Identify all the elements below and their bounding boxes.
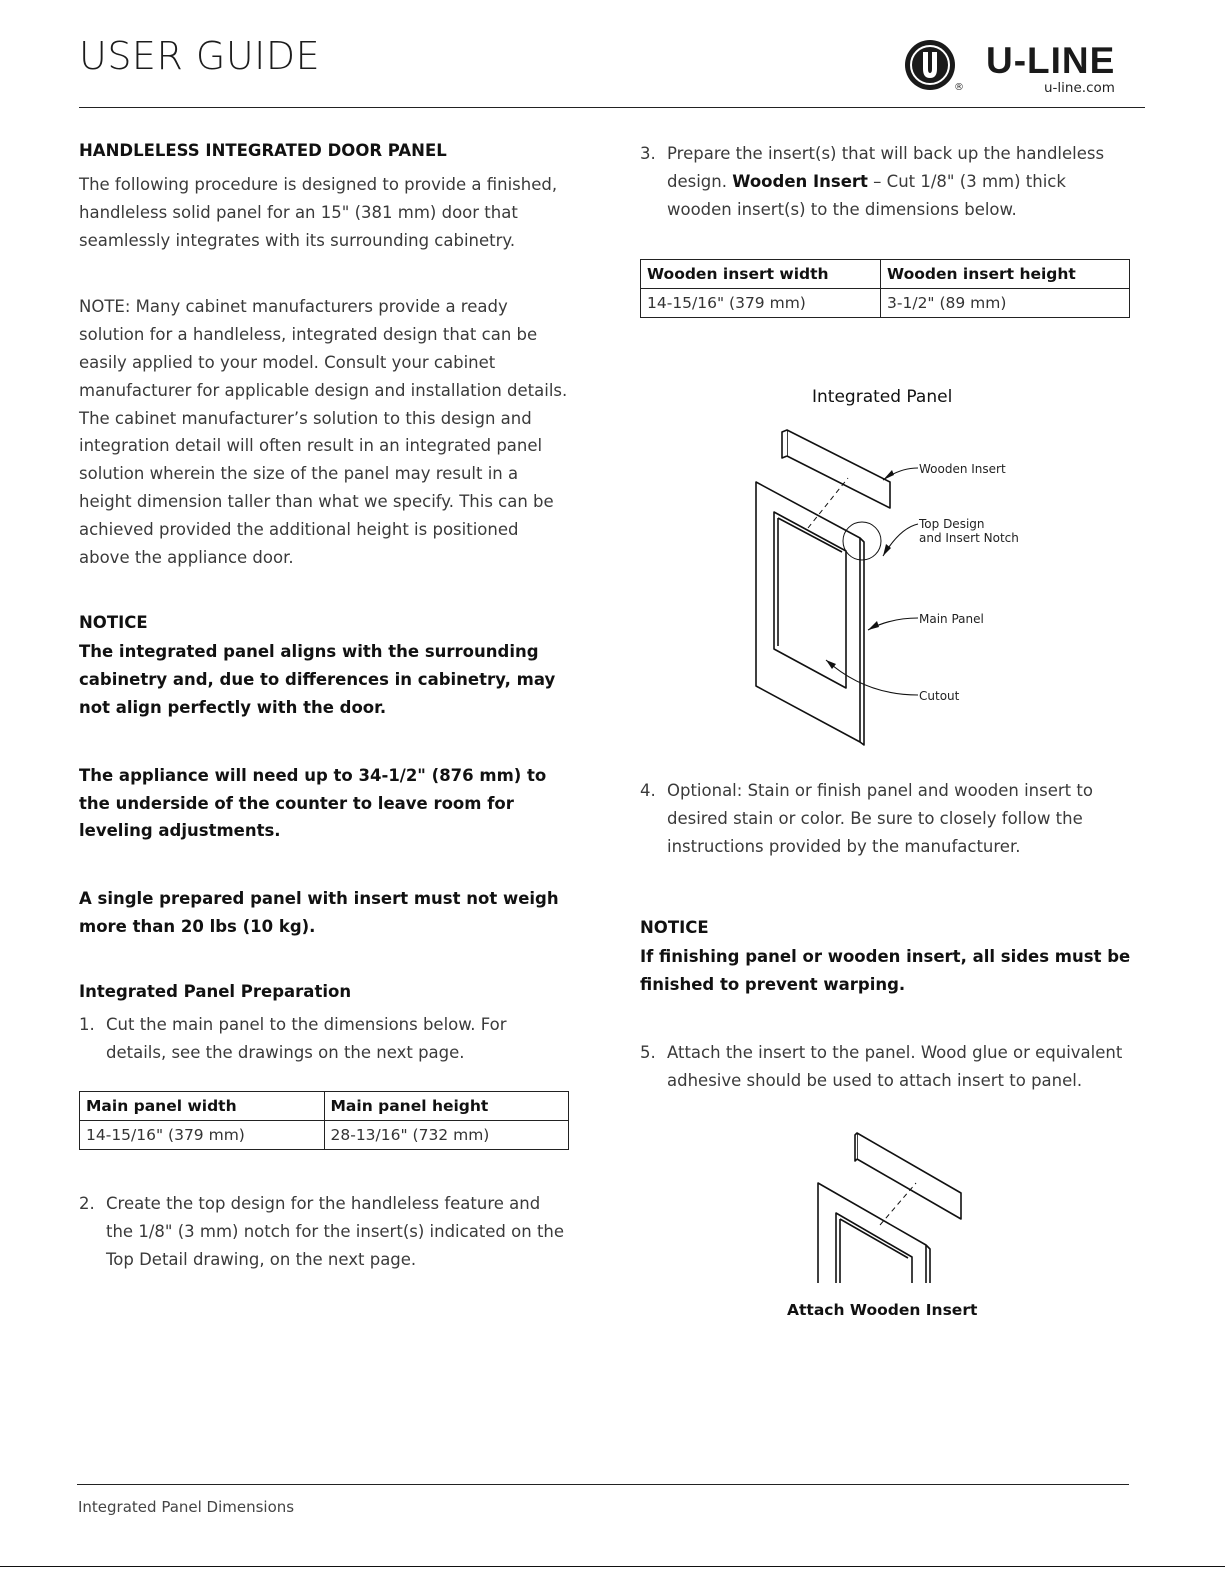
table-header-cell: Main panel width: [80, 1092, 325, 1121]
step-5: [640, 1039, 1132, 1095]
table-cell: 28-13/16" (732 mm): [324, 1121, 569, 1150]
page-edge-line: [0, 1566, 1225, 1567]
header-divider: [79, 107, 1145, 108]
step-3-number: 3.: [640, 144, 656, 163]
label-insert-notch: and Insert Notch: [919, 531, 1019, 545]
notice-heading: NOTICE: [79, 613, 148, 633]
table-header-cell: Wooden insert width: [641, 260, 881, 289]
step-1-number: 1.: [79, 1014, 95, 1034]
table-cell: 14-15/16" (379 mm): [641, 289, 881, 318]
table-row: [80, 1121, 569, 1150]
table-cell: 3-1/2" (89 mm): [881, 289, 1130, 318]
step-4-text: Optional: Stain or finish panel and wooden insert to desired stain or color. Be sure to closely follow the instructions provided by the manufacturer.: [667, 781, 1093, 856]
left-column: [79, 140, 569, 1274]
table-cell: 14-15/16" (379 mm): [80, 1121, 325, 1150]
registered-mark: ®: [954, 82, 964, 93]
integrated-panel-diagram: [740, 420, 1070, 760]
note-paragraph: NOTE: Many cabinet manufacturers provide a ready solution for a handleless, integrated design that can be easily applied to your model. Consult your cabinet manufacturer for applicable design and installation details. The cabinet manufacturer’s solution to this design and integration detail will often result in an integrated panel solution wherein the size of the panel may result in a height dimension taller than what we specify. This can be achieved provided the additional height is positioned above the appliance door.: [79, 297, 568, 567]
prep-heading: Integrated Panel Preparation: [79, 981, 352, 1001]
label-wooden-insert: Wooden Insert: [919, 462, 1006, 476]
step-4: [640, 777, 1132, 860]
table-row: [641, 289, 1130, 318]
brand-logo: [904, 38, 1144, 98]
section-title: HANDLELESS INTEGRATED DOOR PANEL: [79, 141, 447, 160]
step-3-text-continued: – Cut 1/8" (3 mm) thick wooden insert(s) to the dimensions below.: [667, 171, 1066, 219]
page-title: USER GUIDE: [79, 34, 321, 78]
notice-text-finishing: If finishing panel or wooden insert, all sides must be finished to prevent warping.: [640, 947, 1131, 995]
footer-text: Integrated Panel Dimensions: [78, 1498, 295, 1516]
right-column: [640, 140, 1132, 318]
step-3-text: Prepare the insert(s) that will back up the handleless design.: [667, 144, 1105, 191]
notice-text-alignment: The integrated panel aligns with the surrounding cabinetry and, due to differences in cabinetry, may not align perfectly with the door.: [79, 642, 556, 717]
step-5-text: Attach the insert to the panel. Wood glue or equivalent adhesive should be used to attach insert to panel.: [667, 1042, 1123, 1090]
step-1: [79, 1011, 569, 1067]
notice-text-weight: A single prepared panel with insert must not weigh more than 20 lbs (10 kg).: [79, 889, 559, 936]
notice-text-clearance: The appliance will need up to 34-1/2" (876 mm) to the underside of the counter to leave room for leveling adjustments.: [79, 765, 547, 841]
logo-url: u-line.com: [1044, 80, 1115, 96]
figure-caption: Attach Wooden Insert: [787, 1301, 978, 1319]
attach-insert-diagram: [810, 1125, 980, 1285]
step-2-number: 2.: [79, 1194, 95, 1214]
main-panel-table: [79, 1091, 569, 1150]
wooden-insert-table: [640, 259, 1130, 318]
logo-wordmark: U-LINE: [986, 40, 1116, 81]
notice-heading: NOTICE: [640, 918, 709, 938]
label-top-design: Top Design: [919, 517, 985, 531]
step-3-bold-term: Wooden Insert: [732, 171, 868, 191]
step-2-text: Create the top design for the handleless feature and the 1/8" (3 mm) notch for the insert(s) indicated on the Top Detail drawing, on the next page.: [106, 1194, 565, 1269]
table-header-cell: Wooden insert height: [881, 260, 1130, 289]
table-header-cell: Main panel height: [324, 1092, 569, 1121]
intro-paragraph: The following procedure is designed to provide a finished, handleless solid panel for an 15" (381 mm) door that seamlessly integrates with its surrounding cabinetry.: [79, 175, 558, 250]
step-3: [640, 140, 1132, 223]
step-5-number: 5.: [640, 1042, 656, 1062]
u-line-logo-icon: [904, 38, 960, 94]
step-4-number: 4.: [640, 781, 656, 800]
table-header-row: [80, 1092, 569, 1121]
step-2: [79, 1190, 569, 1273]
right-lower-column: [640, 777, 1132, 1095]
label-cutout: Cutout: [919, 689, 960, 703]
label-main-panel: Main Panel: [919, 612, 984, 626]
table-header-row: [641, 260, 1130, 289]
figure-title: Integrated Panel: [812, 387, 953, 407]
step-1-text: Cut the main panel to the dimensions below. For details, see the drawings on the next page.: [106, 1014, 507, 1062]
footer-divider: [77, 1484, 1129, 1485]
